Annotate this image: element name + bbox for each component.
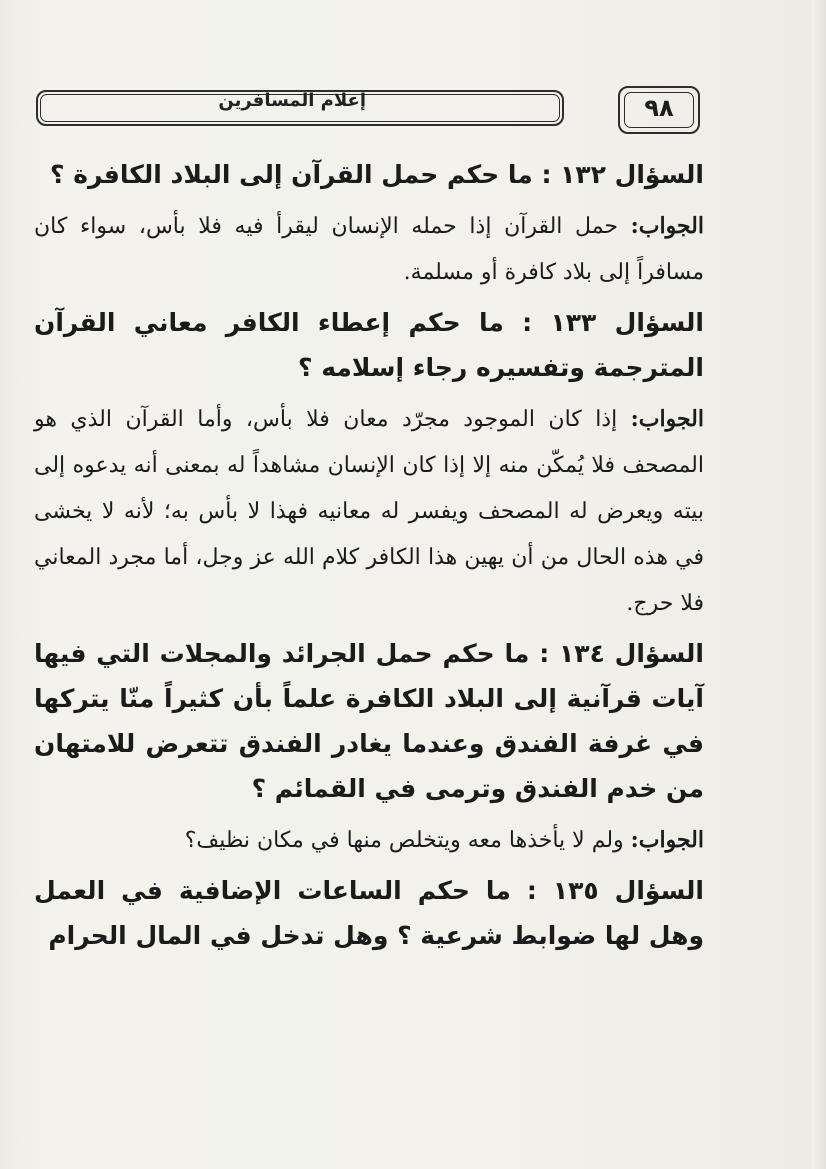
question-label: السؤال ١٣٣ : [522,308,704,337]
running-title: إعلام المسافرين [218,90,366,111]
answer-text: إذا كان الموجود مجرّد معان فلا بأس، وأما القرآن الذي هو المصحف فلا يُمكّن منه إلا إذا كان الإنسان مشاهداً له بمعنى أنه يدعوه إلى بيته ويعرض له المصحف ويفسر له معانيه فهذا لا بأس به؛ لأنه لا يخشى في هذه الحال من أن يهين هذا الكافر كلام الله عز وجل، أما مجرد المعاني فلا حرج. [34,407,704,616]
question-text: ما حكم حمل القرآن إلى البلاد الكافرة ؟ [50,160,542,189]
question-text: ما حكم حمل الجرائد والمجلات التي فيها آيات قرآنية إلى البلاد الكافرة علماً بأن كثيراً منّا يتركها في غرفة الفندق وعندما يغادر الفندق تتعرض للامتهان من خدم الفندق وترمى في القمائم ؟ [34,639,704,803]
answer-text: حمل القرآن إذا حمله الإنسان ليقرأ فيه فلا بأس، سواء كان مسافراً إلى بلاد كافرة أو مسلمة. [34,214,704,285]
answer-label: الجواب: [630,213,704,239]
question-133 [34,300,704,390]
page-number: ٩٨ [644,94,674,122]
answer-132 [34,203,704,296]
page-number-frame [618,86,700,134]
question-label: السؤال ١٣٢ : [541,160,704,189]
question-label: السؤال ١٣٤ : [539,639,704,668]
question-134 [34,631,704,811]
page-edge [812,0,826,1169]
body-text [34,152,704,964]
question-text: ما حكم إعطاء الكافر معاني القرآن المترجمة وتفسيره رجاء إسلامه ؟ [34,308,704,382]
answer-text: ولم لا يأخذها معه ويتخلص منها في مكان نظيف؟ [184,828,631,853]
question-132 [34,152,704,197]
answer-label: الجواب: [630,827,704,853]
answer-133 [34,396,704,627]
question-label: السؤال ١٣٥ : [526,876,704,905]
question-text: ما حكم الساعات الإضافية في العمل وهل لها ضوابط شرعية ؟ وهل تدخل في المال الحرام [34,876,704,950]
answer-label: الجواب: [630,406,704,432]
answer-134 [34,817,704,864]
question-135 [34,868,704,958]
page-header [30,84,702,134]
